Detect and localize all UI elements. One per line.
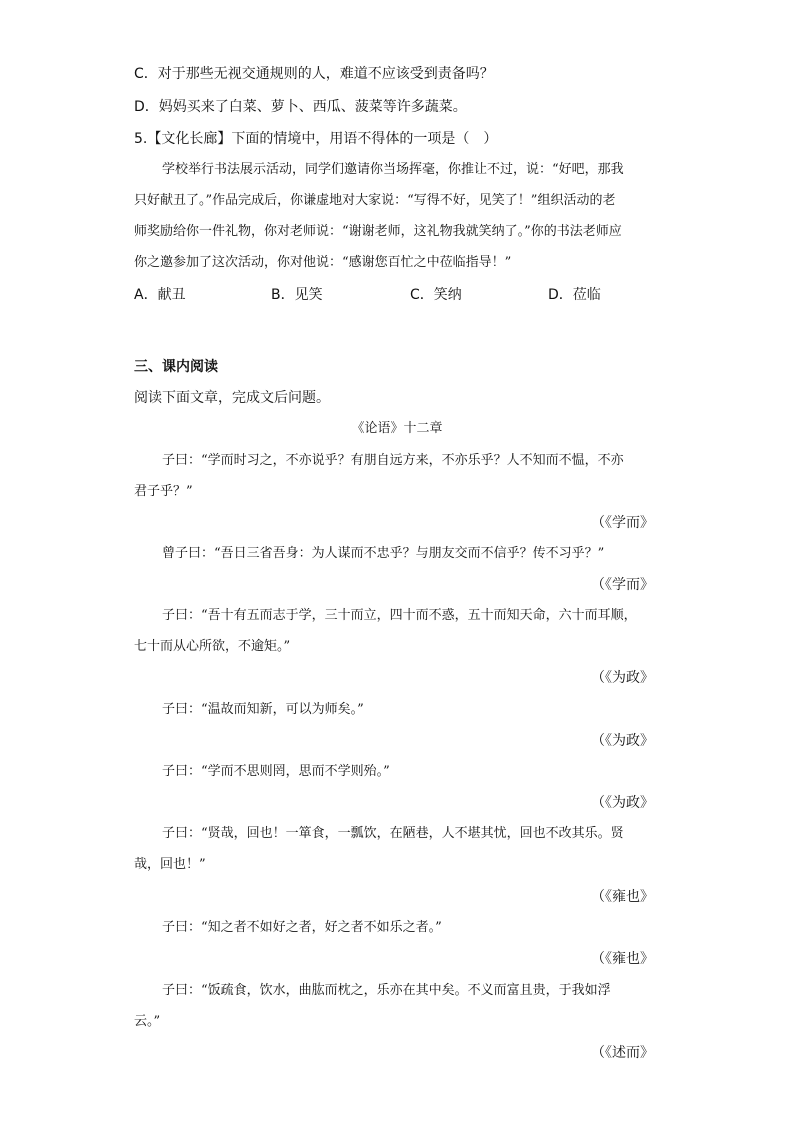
q5-option-d: D．莅临 [548,287,601,303]
analects-source: （《为政》 [591,733,654,749]
analects-line: 子曰：“贤哉，回也！一箪食，一瓢饮，在陋巷，人不堪其忧，回也不改其乐。贤 [162,826,624,841]
q5-option-b: B．见笑 [271,287,323,303]
analects-line: 曾子曰：“吾日三省吾身：为人谋而不忠乎？与朋友交而不信乎？传不习乎？” [162,546,605,561]
section-instruction: 阅读下面文章，完成文后问题。 [134,390,330,406]
analects-line: 子曰：“吾十有五而志于学，三十而立，四十而不惑，五十而知天命，六十而耳顺， [162,608,637,623]
q5-stem: 5.【文化长廊】下面的情境中，用语不得体的一项是（ ） [134,131,498,147]
analects-line: 子曰：“温故而知新，可以为师矣。” [162,702,364,717]
analects-line: 子曰：“学而不思则罔，思而不学则殆。” [162,764,390,779]
q4-option-c: C．对于那些无视交通规则的人，难道不应该受到责备吗？ [134,66,494,82]
analects-source: （《学而》 [591,515,654,531]
analects-line: 子曰：“知之者不如好之者，好之者不如乐之者。” [162,920,442,935]
analects-source: （《雍也》 [591,889,654,905]
analects-source: （《学而》 [591,577,654,593]
analects-source: （《为政》 [591,795,654,811]
passage-title: 《论语》十二章 [351,421,443,436]
analects-line: 子曰：“饭疏食，饮水，曲肱而枕之，乐亦在其中矣。不义而富且贵，于我如浮 [162,983,611,998]
analects-line: 哉，回也！” [134,857,206,872]
analects-line: 云。” [134,1014,161,1029]
analects-line: 子曰：“学而时习之，不亦说乎？有朋自远方来，不亦乐乎？人不知而不愠，不亦 [162,453,624,468]
q5-passage-line: 只好献丑了。”作品完成后，你谦虚地对大家说：“写得不好，见笑了！”组织活动的老 [134,193,616,208]
section-heading: 三、课内阅读 [134,359,218,375]
q5-passage-line: 你之邀参加了这次活动，你对他说：“感谢您百忙之中莅临指导！” [134,255,512,270]
analects-source: （《雍也》 [591,951,654,967]
q5-passage-line: 学校举行书法展示活动，同学们邀请你当场挥毫，你推让不过，说：“好吧，那我 [162,162,624,177]
analects-source: （《为政》 [591,670,654,686]
analects-line: 七十而从心所欲，不逾矩。” [134,639,291,654]
q5-option-a: A．献丑 [134,287,186,303]
analects-line: 君子乎？” [134,484,193,499]
analects-source: （《述而》 [591,1045,654,1061]
q5-passage-line: 师奖励给你一件礼物，你对老师说：“谢谢老师，这礼物我就笑纳了。”你的书法老师应 [134,224,622,239]
q5-option-c: C．笑纳 [410,287,462,303]
q4-option-d: D．妈妈买来了白菜、萝卜、西瓜、菠菜等许多蔬菜。 [134,99,467,115]
